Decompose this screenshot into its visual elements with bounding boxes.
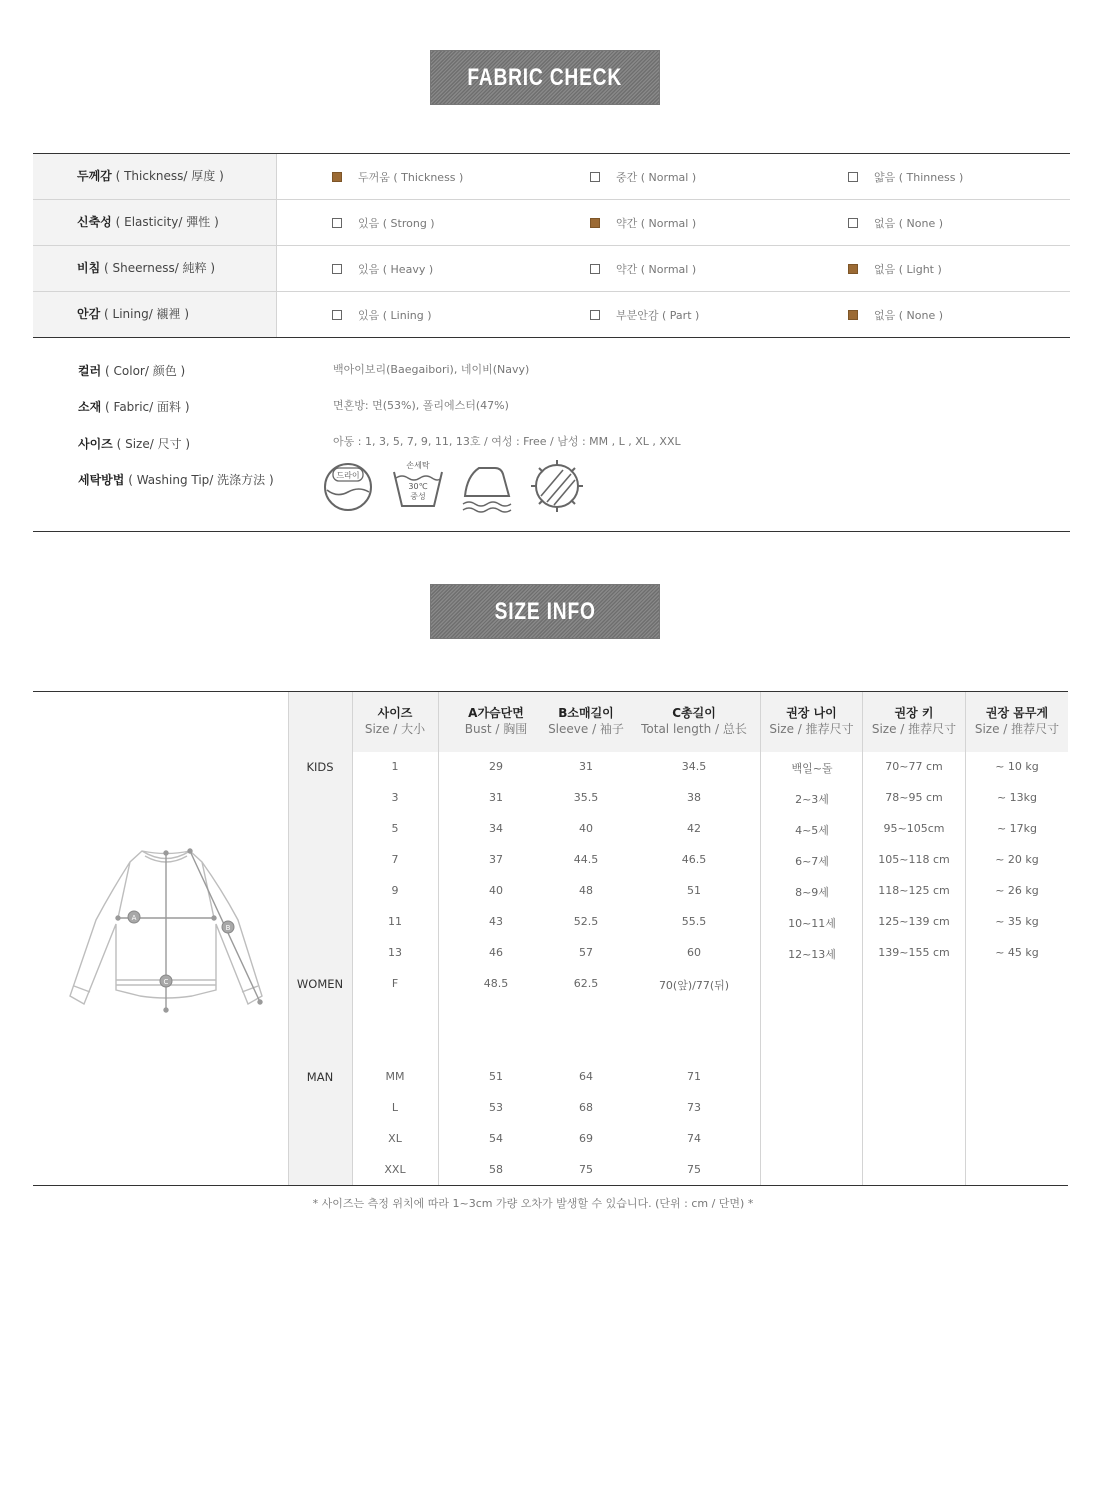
color-value: 백아이보리(Baegaibori), 네이비(Navy) [333,363,530,376]
diagram-marker-a [128,911,140,923]
cell-size: 9 [391,884,399,897]
fabric-row-label: 두께감 ( Thickness/ 厚度 ) [33,154,277,199]
cell-sleeve: 44.5 [573,853,599,866]
cell-bust: 46 [489,946,503,959]
cell-bust: 29 [489,760,503,773]
cell-height: 95~105cm [883,822,945,835]
svg-text:A: A [131,914,137,922]
unchecked-checkbox[interactable] [590,264,600,274]
cell-size: 13 [388,946,402,959]
svg-text:C: C [163,978,169,986]
cell-size: 1 [391,760,399,773]
cell-sleeve: 69 [579,1132,593,1145]
size-note: * 사이즈는 측정 위치에 따라 1~3cm 가량 오차가 발생할 수 있습니다. (단위 : cm / 단면) * [312,1197,754,1210]
cell-bust: 40 [489,884,503,897]
table-grid-line [965,692,966,1185]
hand-wash-text: 손세탁 [406,461,430,470]
cell-sleeve: 35.5 [573,791,599,804]
cell-sleeve: 64 [579,1070,593,1083]
fabric-option[interactable] [332,292,432,337]
cell-age: 8~9세 [795,886,829,899]
table-grid-line [760,692,761,1185]
fabric-option[interactable] [590,200,696,245]
cell-weight: ~ 45 kg [995,946,1039,959]
size-value: 아동 : 1, 3, 5, 7, 9, 11, 13호 / 여성 : Free / 남성 : MM , L , XL , XXL [333,435,681,448]
fabric-option-label: 부분안감 ( Part ) [616,308,700,322]
fabric-option-label: 없음 ( None ) [874,308,944,322]
cell-size: XL [388,1132,402,1145]
fabric-option[interactable] [332,246,433,291]
cell-height: 78~95 cm [885,791,943,804]
table-grid-line [438,692,439,1185]
cell-total-length: 71 [687,1070,701,1083]
fabric-value: 면혼방: 면(53%), 폴리에스터(47%) [333,399,509,412]
header-sleeve: B소매길이 Sleeve / 袖子 [548,706,624,736]
fabric-row-label: 안감 ( Lining/ 襯裡 ) [33,292,277,337]
cell-weight: ~ 20 kg [995,853,1039,866]
cell-bust: 31 [489,791,503,804]
cell-total-length: 74 [687,1132,701,1145]
fabric-check-title: FABRIC CHECK [467,63,623,91]
category-women: WOMEN [296,977,344,991]
cell-weight: ~ 17kg [996,822,1038,835]
fabric-option-label: 있음 ( Heavy ) [358,262,434,276]
fabric-row-label: 비침 ( Sheerness/ 純粹 ) [33,246,277,291]
cell-size: XXL [384,1163,406,1176]
cell-height: 125~139 cm [878,915,950,928]
cell-total-length: 38 [687,791,701,804]
divider [33,337,1070,338]
dry-clean-text: 드라이 [336,471,360,480]
category-column-bg [289,752,352,1185]
header-age: 권장 나이 Size / 推荐尺寸 [769,706,854,736]
cell-height: 139~155 cm [878,946,950,959]
cell-bust: 43 [489,915,503,928]
hand-wash-temp: 30℃ [408,482,428,491]
fabric-row [33,200,1070,246]
header-bust: A가슴단면 Bust / 胸围 [464,706,528,736]
dry-clean-icon [322,458,376,514]
cell-total-length: 46.5 [681,853,707,866]
cell-bust: 58 [489,1163,503,1176]
fabric-option[interactable] [590,246,696,291]
fabric-option-label: 약간 ( Normal ) [616,262,697,276]
hand-wash-detergent: 중성 [410,492,426,501]
unchecked-checkbox[interactable] [848,218,858,228]
fabric-row [33,154,1070,200]
fabric-row-label: 신축성 ( Elasticity/ 彈性 ) [33,200,277,245]
fabric-option[interactable] [590,292,699,337]
fabric-row [33,292,1070,338]
fabric-option-label: 약간 ( Normal ) [616,216,697,230]
cell-sleeve: 40 [579,822,593,835]
cell-total-length: 34.5 [681,760,707,773]
category-kids: KIDS [306,760,334,774]
cell-size: 11 [388,915,402,928]
iron-icon [461,458,515,514]
cell-weight: ~ 35 kg [995,915,1039,928]
fabric-option-label: 있음 ( Strong ) [358,216,435,230]
fabric-option-label: 두꺼움 ( Thickness ) [358,170,464,184]
cell-bust: 53 [489,1101,503,1114]
unchecked-checkbox[interactable] [590,172,600,182]
cell-age: 4~5세 [795,824,829,837]
header-height: 권장 키 Size / 推荐尺寸 [871,706,957,736]
checked-checkbox[interactable] [332,172,342,182]
cell-age: 6~7세 [795,855,829,868]
cell-height: 118~125 cm [878,884,950,897]
color-label: 컬러 ( Color/ 颜色 ) [78,364,186,378]
cell-sleeve: 52.5 [573,915,599,928]
cell-total-length: 55.5 [681,915,707,928]
table-grid-line [862,692,863,1185]
cell-height: 70~77 cm [885,760,943,773]
fabric-row [33,246,1070,292]
cell-sleeve: 57 [579,946,593,959]
checked-checkbox[interactable] [590,218,600,228]
fabric-option-label: 있음 ( Lining ) [358,308,432,322]
cell-weight: ~ 13kg [996,791,1038,804]
cell-sleeve: 68 [579,1101,593,1114]
cell-size: 7 [391,853,399,866]
hand-wash-icon [392,458,444,514]
fabric-option[interactable] [848,200,943,245]
cell-total-length: 73 [687,1101,701,1114]
diagram-marker-b [222,921,234,933]
cell-weight: ~ 10 kg [995,760,1039,773]
fabric-option[interactable] [332,200,435,245]
fabric-label: 소재 ( Fabric/ 面料 ) [78,400,190,414]
header-weight: 권장 몸무게 Size / 推荐尺寸 [974,706,1060,736]
cell-size: F [391,977,399,990]
washing-label: 세탁방법 ( Washing Tip/ 洗涤方法 ) [78,473,274,487]
cell-sleeve: 75 [579,1163,593,1176]
fabric-option-label: 없음 ( Light ) [874,262,942,276]
header-size: 사이즈 Size / 大小 [364,706,426,736]
unchecked-checkbox[interactable] [848,172,858,182]
checked-checkbox[interactable] [848,264,858,274]
header-total-length: C총길이 Total length / 总长 [641,706,747,736]
no-tumble-dry-icon [530,458,584,514]
svg-text:B: B [225,924,231,932]
unchecked-checkbox[interactable] [590,310,600,320]
cell-bust: 34 [489,822,503,835]
fabric-option[interactable] [848,292,943,337]
cell-age: 12~13세 [788,948,836,961]
fabric-option[interactable] [848,246,942,291]
diagram-marker-c [160,975,172,987]
fabric-option-label: 없음 ( None ) [874,216,944,230]
size-info-banner [430,584,660,639]
cell-total-length: 60 [687,946,701,959]
cell-sleeve: 62.5 [573,977,599,990]
cell-sleeve: 48 [579,884,593,897]
size-info-title: SIZE INFO [494,597,596,625]
category-man: MAN [306,1070,334,1084]
fabric-option-label: 얇음 ( Thinness ) [874,170,964,184]
cell-size: 3 [391,791,399,804]
fabric-option-label: 중간 ( Normal ) [616,170,697,184]
cell-size: 5 [391,822,399,835]
cell-size: MM [385,1070,405,1083]
cell-height: 105~118 cm [878,853,950,866]
cell-age: 2~3세 [795,793,829,806]
divider [33,531,1070,532]
cell-size: L [391,1101,399,1114]
cell-total-length: 70(앞)/77(뒤) [658,979,730,992]
cell-bust: 54 [489,1132,503,1145]
table-grid-line [352,692,353,1185]
checked-checkbox[interactable] [848,310,858,320]
unchecked-checkbox[interactable] [332,310,342,320]
cell-total-length: 51 [687,884,701,897]
cell-age: 10~11세 [788,917,836,930]
cell-bust: 51 [489,1070,503,1083]
cell-sleeve: 31 [579,760,593,773]
cell-bust: 37 [489,853,503,866]
cell-bust: 48.5 [483,977,509,990]
fabric-option[interactable] [332,154,463,199]
fabric-option[interactable] [848,154,963,199]
cell-total-length: 75 [687,1163,701,1176]
cell-weight: ~ 26 kg [995,884,1039,897]
unchecked-checkbox[interactable] [332,264,342,274]
unchecked-checkbox[interactable] [332,218,342,228]
fabric-option[interactable] [590,154,696,199]
divider [33,1185,1068,1186]
size-label: 사이즈 ( Size/ 尺寸 ) [78,437,191,451]
cell-total-length: 42 [687,822,701,835]
fabric-check-banner [430,50,660,105]
cell-age: 백일~돌 [791,762,833,775]
garment-diagram [62,840,272,1020]
